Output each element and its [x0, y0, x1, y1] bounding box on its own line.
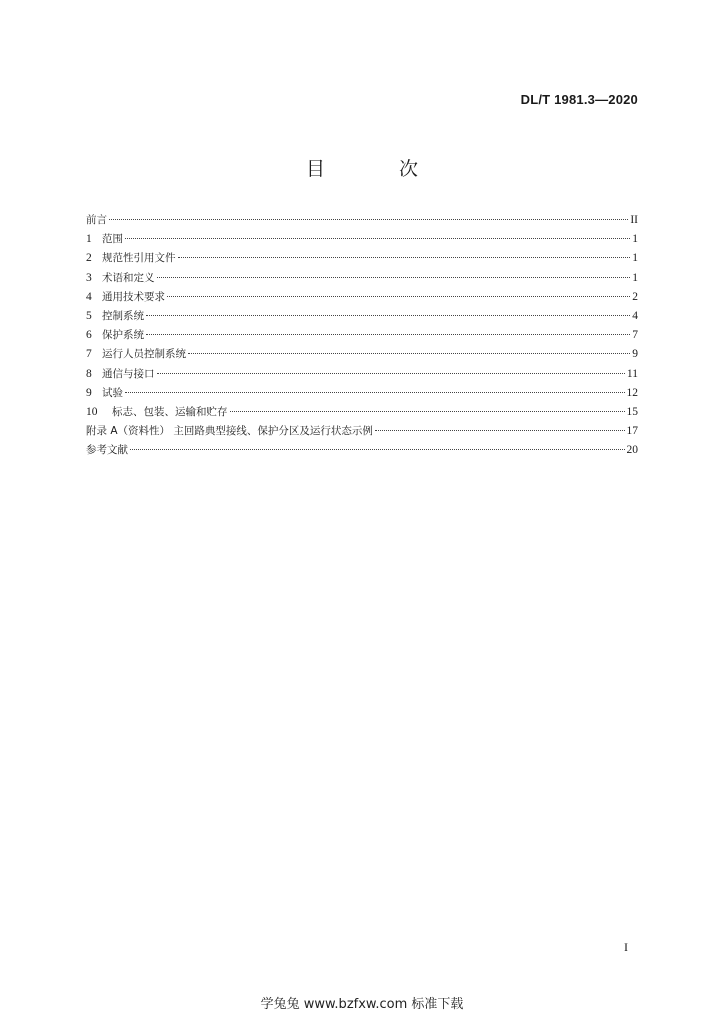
toc-entry-page: 2: [632, 290, 638, 303]
toc-entry-10[interactable]: [86, 403, 638, 422]
toc-dot-leader: [167, 296, 630, 297]
toc-entry-page: 12: [626, 386, 638, 399]
toc-entry-label: 试验: [102, 386, 123, 399]
toc-entry-label: 保护系统: [102, 329, 144, 342]
toc-entry-number: 4: [86, 290, 92, 303]
toc-entry-label: 运行人员控制系统: [102, 348, 186, 361]
toc-dot-leader: [130, 449, 625, 450]
document-code: DL/T 1981.3—2020: [520, 92, 638, 107]
toc-entry-page: 15: [626, 405, 638, 418]
toc-dot-leader: [157, 373, 625, 374]
toc-entry-label: 通信与接口: [102, 367, 155, 380]
toc-entry-page: 1: [632, 271, 638, 284]
toc-entry-8[interactable]: [86, 365, 638, 384]
toc-entry-label: 参考文献: [86, 444, 128, 457]
toc-entry-page: 11: [626, 367, 638, 380]
toc-entry-label: 前言: [86, 214, 107, 226]
toc-entry-number: 10: [86, 405, 98, 418]
toc-entry-2[interactable]: [86, 249, 638, 268]
toc-dot-leader: [125, 392, 625, 393]
toc-entry-label: 通用技术要求: [102, 290, 165, 303]
toc-entry-5[interactable]: [86, 307, 638, 326]
toc-entry-7[interactable]: [86, 345, 638, 364]
watermark-text: 学兔兔 www.bzfxw.com 标准下载: [260, 997, 464, 1012]
toc-entry-label: 范围: [102, 233, 123, 246]
toc-entry-page: 4: [632, 309, 638, 322]
toc-entry-label: 标志、包装、运输和贮存: [112, 405, 228, 418]
toc-entry-4[interactable]: [86, 288, 638, 307]
toc-entry-page: 1: [632, 252, 638, 265]
toc-entry-number: 3: [86, 271, 92, 284]
page-title: 目 次: [305, 158, 453, 180]
toc-entry-3[interactable]: [86, 269, 638, 288]
toc-entry-1[interactable]: [86, 230, 638, 249]
toc-entry-page: 20: [626, 444, 638, 457]
toc-dot-leader: [230, 411, 625, 412]
toc-entry-number: 8: [86, 367, 92, 380]
toc-entry-page: 7: [632, 329, 638, 342]
page-number: I: [624, 940, 628, 954]
toc-dot-leader: [188, 353, 630, 354]
toc-dot-leader: [178, 257, 631, 258]
toc-entry-label: 附录 A（资料性） 主回路典型接线、保护分区及运行状态示例: [86, 425, 373, 438]
toc-entry-9[interactable]: [86, 384, 638, 403]
toc-entry-number: 6: [86, 329, 92, 342]
toc-entry-appendix-a[interactable]: [86, 422, 638, 441]
table-of-contents: [86, 211, 638, 460]
toc-entry-page: 17: [626, 425, 638, 438]
toc-entry-page: 9: [632, 348, 638, 361]
toc-entry-number: 2: [86, 252, 92, 265]
toc-dot-leader: [125, 238, 630, 239]
toc-dot-leader: [146, 334, 630, 335]
toc-dot-leader: [157, 277, 631, 278]
toc-entry-number: 9: [86, 386, 92, 399]
toc-entry-label: 术语和定义: [102, 271, 155, 284]
toc-entry-foreword[interactable]: [86, 211, 638, 230]
toc-entry-number: 1: [86, 233, 92, 246]
toc-entry-number: 5: [86, 309, 92, 322]
toc-entry-6[interactable]: [86, 326, 638, 345]
toc-entry-label: 控制系统: [102, 309, 144, 322]
toc-entry-references[interactable]: [86, 441, 638, 460]
toc-dot-leader: [146, 315, 630, 316]
toc-entry-page: II: [630, 214, 638, 226]
toc-entry-page: 1: [632, 233, 638, 246]
toc-entry-number: 7: [86, 348, 92, 361]
toc-entry-label: 规范性引用文件: [102, 252, 176, 265]
toc-dot-leader: [109, 219, 628, 220]
toc-dot-leader: [375, 430, 625, 431]
